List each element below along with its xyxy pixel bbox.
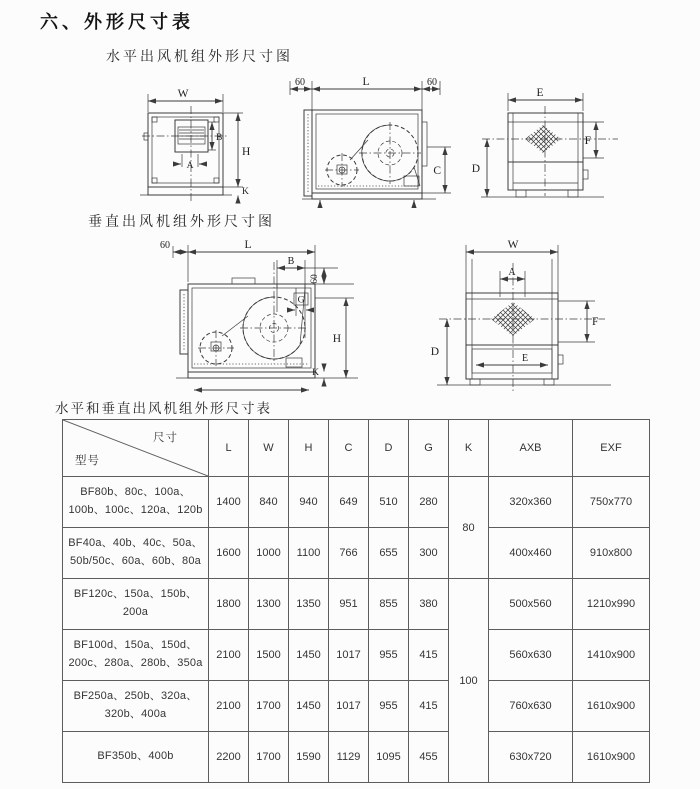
page-title: 六、外形尺寸表 [40,12,194,32]
end-e-dimension [508,87,583,111]
cell-h: 1450 [289,630,329,681]
cell-l: 1600 [209,528,249,579]
cell-axb: 320x360 [489,477,573,528]
dim-label-w: W [507,239,519,251]
vend-cabinet [437,293,611,385]
dim-label-b: B [287,256,295,267]
side-motor [325,140,368,187]
cell-model: BF40a、40b、40c、50a、50b/50c、60a、60b、80a [63,528,209,579]
cell-axb: 760x630 [489,681,573,732]
table-row [63,579,650,630]
cell-c: 766 [329,528,369,579]
cell-exf: 1410x900 [573,630,650,681]
col-header-K: K [449,420,489,477]
horizontal-end-view-diagram [436,74,641,219]
vside-k-dimension [312,364,324,386]
dim-label-d: D [430,346,439,358]
cell-g: 455 [409,732,449,783]
cell-exf: 1210x990 [573,579,650,630]
dim-label-k: K [242,187,249,197]
vend-f-dimension [558,301,598,342]
front-w-dimension [148,88,223,112]
cell-w: 1500 [249,630,289,681]
cell-w: 1700 [249,732,289,783]
table-title: 水平和垂直出风机组外形尺寸表 [55,401,272,416]
dim-label-e: E [536,87,544,99]
vend-d-dimension [431,319,447,385]
cell-axb: 400x460 [489,528,573,579]
dim-label-l: L [244,239,252,251]
front-h-dimension [223,113,250,187]
table-row [63,528,650,579]
dim-label-60-left: 60 [295,77,305,88]
col-header-AXB: AXB [489,420,573,477]
cell-exf: 910x800 [573,528,650,579]
table-header-row [63,420,650,477]
cell-g: 415 [409,681,449,732]
corner-label-size: 尺寸 [153,432,178,444]
front-k-dimension [238,187,249,203]
dim-label-h: H [332,333,341,345]
cell-c: 951 [329,579,369,630]
cell-h: 1100 [289,528,329,579]
vside-b-dimension [277,256,305,288]
dim-label-a: A [508,267,516,278]
cell-h: 1350 [289,579,329,630]
col-header-EXF: EXF [573,420,650,477]
cell-d: 955 [369,681,409,732]
cell-g: 415 [409,630,449,681]
dim-label-d: D [471,163,480,175]
horizontal-section-subtitle: 水平出风机组外形尺寸图 [106,48,293,64]
horizontal-front-view-diagram [128,74,268,219]
cell-d: 655 [369,528,409,579]
cell-g: 280 [409,477,449,528]
cell-l: 1400 [209,477,249,528]
col-header-C: C [329,420,369,477]
vside-cabinet [176,278,358,378]
cell-d: 1095 [369,732,409,783]
cell-w: 840 [249,477,289,528]
dim-label-60-top: 60 [310,274,320,284]
cell-g: 300 [409,528,449,579]
corner-label-model: 型号 [75,455,100,467]
dim-label-k: K [312,368,319,378]
table-corner-cell [63,420,209,477]
vside-h-dimension [315,298,354,378]
cell-h: 940 [289,477,329,528]
col-header-L: L [209,420,249,477]
cell-d: 510 [369,477,409,528]
vside-60-top-dimension [305,268,354,284]
front-cabinet [140,113,232,195]
dim-label-e: E [521,353,529,364]
table-row [63,681,650,732]
table-row [63,732,650,783]
dim-label-f: F [584,135,591,147]
cell-l: 2100 [209,630,249,681]
col-header-D: D [369,420,409,477]
cell-g: 380 [409,579,449,630]
cell-exf: 1610x900 [573,681,650,732]
dimension-table [62,419,650,783]
dim-label-c: C [433,165,441,177]
end-centerlines [482,106,618,196]
cell-model: BF350b、400b [63,732,209,783]
dim-label-h: H [242,146,251,158]
cell-l: 2100 [209,681,249,732]
vertical-side-view-diagram [148,238,383,400]
col-header-W: W [249,420,289,477]
table-row [63,477,650,528]
vend-e-dimension [476,353,548,365]
cell-axb: 630x720 [489,732,573,783]
cell-k-merged: 80 [449,477,489,579]
dim-label-f: F [592,316,599,328]
cell-h: 1450 [289,681,329,732]
vertical-section-subtitle: 垂直出风机组外形尺寸图 [88,213,275,229]
cell-w: 1300 [249,579,289,630]
dim-label-l: L [362,76,370,88]
dim-label-g: G [297,295,305,306]
table-row [63,630,650,681]
vertical-end-view-diagram [423,235,625,407]
cell-d: 955 [369,630,409,681]
cell-k-merged: 100 [449,579,489,783]
cell-c: 649 [329,477,369,528]
dim-label-60-left: 60 [160,240,170,251]
cell-axb: 500x560 [489,579,573,630]
cell-model: BF250a、250b、320a、320b、400a [63,681,209,732]
cell-c: 1129 [329,732,369,783]
cell-exf: 750x770 [573,477,650,528]
cell-w: 1700 [249,681,289,732]
end-d-dimension [472,139,487,197]
cell-axb: 560x630 [489,630,573,681]
side-cabinet [302,110,436,207]
cell-exf: 1610x900 [573,732,650,783]
cell-d: 855 [369,579,409,630]
cell-w: 1000 [249,528,289,579]
side-fan-impeller [359,122,421,186]
col-header-G: G [409,420,449,477]
vside-g-dimension [288,293,313,310]
dim-label-60-right: 60 [427,77,437,88]
cell-l: 2200 [209,732,249,783]
col-header-H: H [289,420,329,477]
cell-l: 1800 [209,579,249,630]
cell-model: BF100d、150a、150d、200c、280a、280b、350a [63,630,209,681]
dim-label-b: B [216,133,223,143]
cell-h: 1590 [289,732,329,783]
cell-model: BF120c、150a、150b、200a [63,579,209,630]
cell-c: 1017 [329,681,369,732]
dim-label-w: W [177,88,189,100]
end-f-dimension [583,122,604,158]
cell-model: BF80b、80c、100a、100b、100c、120a、120b [63,477,209,528]
vside-fan-impeller [240,262,308,364]
dim-label-a: A [186,161,194,171]
cell-c: 1017 [329,630,369,681]
vside-motor [198,316,248,366]
front-a-dimension [173,154,207,171]
